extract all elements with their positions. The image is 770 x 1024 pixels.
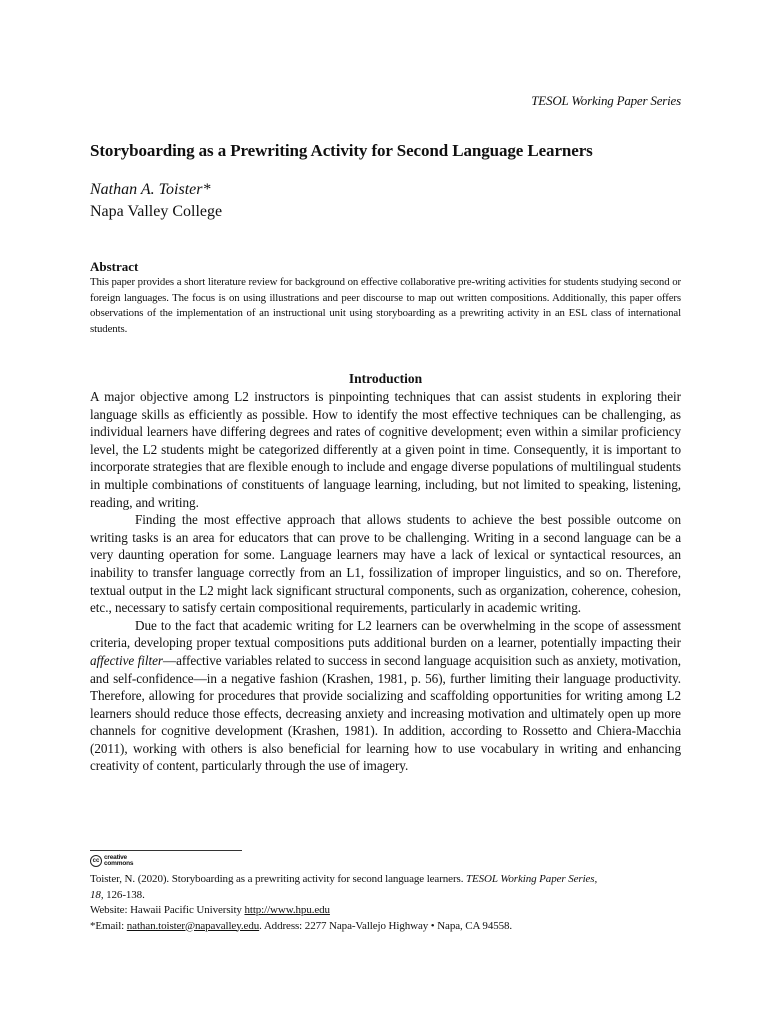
paper-title: Storyboarding as a Prewriting Activity for Second Language Learners (90, 141, 593, 160)
website-link[interactable]: http://www.hpu.edu (244, 904, 330, 916)
footnote (90, 872, 681, 934)
abstract-text: This paper provides a short literature review for background on effective collaborative pre-writing activities for students studying second or foreign languages. The focus is on using illustrations and peer discourse to map out written compositions. Additionally, this paper offers observations of the implementation of an instructional unit using storyboarding as a prewriting activity in an ESL class of international students. (90, 276, 681, 335)
creative-commons-logo (90, 854, 133, 868)
introduction-body (90, 388, 681, 775)
cc-wordmark: creative commons (104, 854, 134, 867)
affective-filter-term: affective filter (90, 652, 163, 668)
introduction-heading: Introduction (348, 371, 423, 386)
series-header: TESOL Working Paper Series (531, 93, 681, 108)
paragraph-3-text-b: —affective variables related to success in second language acquisition such as anxiety, motivation, and self-confidence—in a negative fashion (Krashen, 1981, p. 56), further limiting their language productivity. Therefore, allowing for procedures that provide socializing and scaffolding opportunities for writing among L2 learners should reduce those effects, decreasing anxiety and increasing motivation and ultimately open up more channels for cognitive development (Krashen, 1981). In addition, according to Rossetto and Chiera-Macchia (2011), working with others is also beneficial for learning how to use vocabulary in writing and enhancing creativity of content, particularly through the use of imagery. (90, 652, 681, 774)
paragraph-3-text-a: Due to the fact that academic writing for L2 learners can be overwhelming in the scope of assessment criteria, developing proper textual compositions puts additional burden on a learner, potentially impacting their (90, 617, 681, 651)
email-line: *Email: nathan.toister@napavalley.edu. Address: 2277 Napa-Vallejo Highway • Napa, CA 94558. (90, 919, 513, 932)
author-name: Nathan A. Toister* (90, 181, 211, 198)
email-link[interactable]: nathan.toister@napavalley.edu (126, 919, 260, 932)
citation: Toister, N. (2020). Storyboarding as a prewriting activity for second language learners. TESOL Working Paper Series, 18, 126-138. (90, 873, 598, 901)
paragraph-1: A major objective among L2 instructors is pinpointing techniques that can assist students in exploring their language skills as efficiently as possible. How to identify the most effective techniques can be challenging, as individual learners have differing degrees and rates of cognitive development; even within a similar proficiency level, the L2 students might be categorized differently at a given point in time. Consequently, it is important to incorporate strategies that are flexible enough to include and engage diverse populations of multilingual students in multiple combinations of constituents of language learning, including, but not limited to speaking, listening, reading, and writing. (90, 389, 681, 510)
author-affiliation: Napa Valley College (90, 203, 223, 220)
abstract-heading: Abstract (90, 259, 139, 274)
footnote-divider (90, 850, 242, 851)
paragraph-2: Finding the most effective approach that allows students to achieve the best possible outcome on writing tasks is an area for educators that can prove to be challenging. Writing in a second language can be a very daunting operation for some. Language learners may have a lack of lexical or syntactical resources, an inability to transfer language correctly from an L1, fossilization of improper linguistics, and so on. Therefore, textual output in the L2 might lack significant structural components, such as organization, coherence, cohesion, etc., necessary to satisfy certain compositional requirements, particularly in academic writing. (90, 512, 681, 616)
website-line: Website: Hawaii Pacific University http://www.hpu.edu (90, 904, 330, 916)
cc-icon: cc (90, 855, 102, 867)
paragraph-3 (90, 617, 681, 775)
